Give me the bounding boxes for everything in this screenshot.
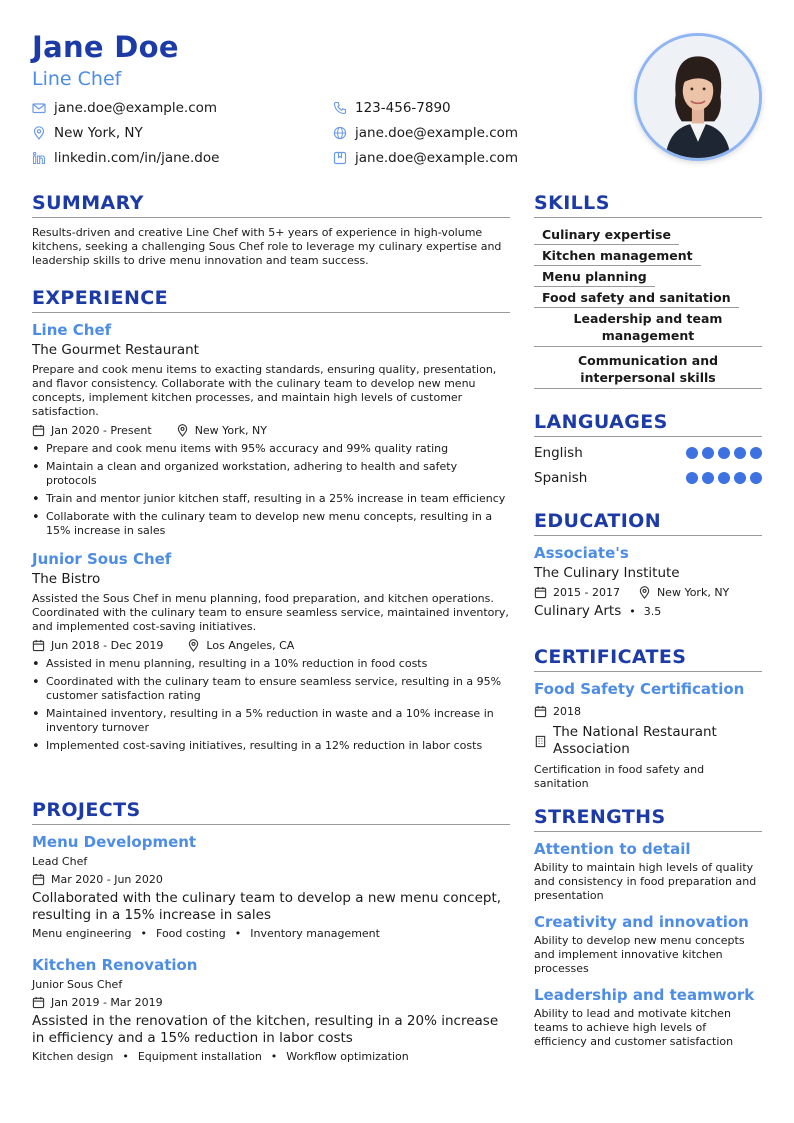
- building-icon: [534, 735, 547, 748]
- degree: Associate's: [534, 544, 629, 562]
- project-dates: Jan 2019 - Mar 2019: [51, 996, 163, 1009]
- education-field-row: Culinary Arts • 3.5: [534, 603, 662, 619]
- school-name: The Culinary Institute: [534, 565, 680, 581]
- skills-list: [534, 224, 762, 389]
- experience-heading: EXPERIENCE: [32, 287, 510, 313]
- level-dot: [686, 447, 698, 459]
- language-level-dots: [686, 447, 762, 459]
- job-location: Los Angeles, CA: [206, 639, 295, 652]
- level-dot: [686, 472, 698, 484]
- project-description: Collaborated with the culinary team to develop a new menu concept, resulting in a 15% increase in sales: [32, 890, 502, 923]
- location-pin-icon: [32, 126, 46, 140]
- certificate-issuer: The National Restaurant Association: [553, 724, 717, 757]
- strengths-heading: STRENGTHS: [534, 806, 762, 832]
- experience-item: [32, 321, 510, 538]
- project-tags: Menu engineering • Food costing • Inventory management: [32, 927, 380, 940]
- contact-website[interactable]: [333, 124, 518, 142]
- level-dot: [750, 472, 762, 484]
- level-dot: [702, 447, 714, 459]
- projects-heading: PROJECTS: [32, 799, 510, 825]
- skill-tag: Leadership and team management: [534, 308, 762, 347]
- strength-title: Creativity and innovation: [534, 913, 749, 931]
- location-pin-icon: [187, 639, 200, 652]
- strength-text: Ability to lead and motivate kitchen teams to achieve high levels of efficiency and customer satisfaction: [534, 1007, 734, 1048]
- tag: Food costing: [156, 927, 226, 940]
- strengths-section: [534, 806, 762, 1049]
- contact-linkedin[interactable]: [32, 149, 219, 167]
- contact-portfolio-text: jane.doe@example.com: [355, 150, 519, 166]
- list-item: • Assisted in menu planning, resulting in a 10% reduction in food costs: [32, 657, 510, 671]
- certificate-description: Certification in food safety and sanitation: [534, 763, 705, 790]
- skill-tag: Menu planning: [534, 267, 655, 287]
- tag: Inventory management: [250, 927, 380, 940]
- location-pin-icon: [176, 424, 189, 437]
- job-meta: [32, 423, 510, 438]
- contact-portfolio[interactable]: [333, 149, 518, 167]
- strength-title: Attention to detail: [534, 840, 691, 858]
- job-dates: Jun 2018 - Dec 2019: [51, 639, 164, 652]
- education-dates: 2015 - 2017: [553, 586, 620, 599]
- project-title: Kitchen Renovation: [32, 956, 198, 974]
- language-name: English: [534, 445, 583, 461]
- skill-tag: Culinary expertise: [534, 225, 679, 245]
- experience-item: [32, 550, 510, 753]
- language-row: [534, 467, 762, 489]
- strength-text: Ability to develop new menu concepts and implement innovative kitchen processes: [534, 934, 745, 975]
- list-item: • Maintain a clean and organized workstation, adhering to health and safety protocols: [32, 460, 510, 488]
- education-location: New York, NY: [656, 586, 730, 599]
- candidate-role: Line Chef: [32, 68, 122, 90]
- job-meta: [32, 638, 510, 653]
- skill-tag: Food safety and sanitation: [534, 288, 739, 308]
- calendar-icon: [32, 639, 45, 652]
- strength-item: [534, 986, 762, 1049]
- project-item: [32, 956, 510, 1063]
- summary-heading: SUMMARY: [32, 192, 510, 218]
- skills-heading: SKILLS: [534, 192, 762, 218]
- contact-email[interactable]: [32, 99, 217, 117]
- job-description: Prepare and cook menu items to exacting standards, ensuring quality, presentation, and flavor consistency. Collaborate with the culinary team to develop new menu concepts, implement kitchen processes, and maintain high levels of customer satisfaction.: [32, 363, 497, 418]
- languages-heading: LANGUAGES: [534, 411, 762, 437]
- certificates-heading: CERTIFICATES: [534, 646, 762, 672]
- phone-icon: [333, 101, 347, 115]
- language-name: Spanish: [534, 470, 588, 486]
- level-dot: [718, 447, 730, 459]
- strength-item: [534, 913, 762, 976]
- experience-section: [32, 287, 510, 757]
- calendar-icon: [32, 424, 45, 437]
- strength-text: Ability to maintain high levels of quality and consistency in food preparation and presentation: [534, 861, 757, 902]
- company-name: The Bistro: [32, 571, 101, 587]
- contact-phone-text: 123-456-7890: [355, 100, 451, 116]
- tag: Workflow optimization: [286, 1050, 409, 1063]
- tag: Equipment installation: [137, 1050, 262, 1063]
- project-meta: [32, 872, 510, 887]
- level-dot: [702, 472, 714, 484]
- language-row: [534, 442, 762, 464]
- job-description: Assisted the Sous Chef in menu planning, food preparation, and kitchen operations. Coordinated with the culinary team to ensure seamless service, maintained inventory, and implemented cost-saving initiatives.: [32, 592, 509, 633]
- project-item: [32, 833, 510, 940]
- project-dates: Mar 2020 - Jun 2020: [51, 873, 163, 886]
- globe-icon: [333, 126, 347, 140]
- job-location: New York, NY: [194, 424, 267, 437]
- certificate-year: 2018: [553, 705, 581, 718]
- project-description: Assisted in the renovation of the kitchen, resulting in a 20% increase in efficiency and a 15% reduction in labor costs: [32, 1013, 499, 1046]
- calendar-icon: [534, 586, 547, 599]
- languages-section: [534, 411, 762, 489]
- contact-location: [32, 124, 143, 142]
- project-role: Junior Sous Chef: [32, 978, 123, 991]
- mail-icon: [32, 101, 46, 115]
- education-gpa: 3.5: [643, 604, 662, 618]
- level-dot: [734, 472, 746, 484]
- education-field: Culinary Arts: [534, 603, 622, 619]
- portfolio-icon: [333, 151, 347, 165]
- list-item: • Maintained inventory, resulting in a 5% reduction in waste and a 10% increase in inventory turnover: [32, 707, 510, 735]
- language-level-dots: [686, 472, 762, 484]
- contact-email-text: jane.doe@example.com: [54, 100, 218, 116]
- skills-section: [534, 192, 762, 389]
- contact-linkedin-text: linkedin.com/in/jane.doe: [54, 150, 220, 166]
- location-pin-icon: [638, 586, 651, 599]
- project-meta: [32, 995, 510, 1010]
- contact-website-text: jane.doe@example.com: [355, 125, 519, 141]
- level-dot: [734, 447, 746, 459]
- job-dates: Jan 2020 - Present: [51, 424, 152, 437]
- summary-section: [32, 192, 510, 268]
- job-title: Junior Sous Chef: [32, 550, 172, 568]
- certificate-meta: [534, 704, 762, 719]
- certificate-name: Food Safety Certification: [534, 680, 745, 698]
- tag: Kitchen design: [32, 1050, 114, 1063]
- language-list: [534, 442, 762, 489]
- tag: Menu engineering: [32, 927, 132, 940]
- projects-section: [32, 799, 510, 1063]
- level-dot: [750, 447, 762, 459]
- company-name: The Gourmet Restaurant: [32, 342, 199, 358]
- list-item: • Train and mentor junior kitchen staff, resulting in a 25% increase in team efficiency: [32, 492, 510, 506]
- contact-phone[interactable]: [333, 99, 451, 117]
- education-section: [534, 510, 762, 619]
- job-bullets: [32, 442, 510, 538]
- job-bullets: [32, 657, 510, 753]
- job-title: Line Chef: [32, 321, 112, 339]
- project-role: Lead Chef: [32, 855, 88, 868]
- certificate-issuer-row: [534, 724, 762, 758]
- contact-location-text: New York, NY: [54, 125, 143, 141]
- linkedin-icon: [32, 151, 46, 165]
- avatar-illustration: [637, 36, 759, 158]
- project-title: Menu Development: [32, 833, 197, 851]
- list-item: • Collaborate with the culinary team to develop new menu concepts, resulting in a 15% increase in sales: [32, 510, 510, 538]
- education-meta: [534, 585, 762, 600]
- calendar-icon: [32, 996, 45, 1009]
- list-item: • Prepare and cook menu items with 95% accuracy and 99% quality rating: [32, 442, 510, 456]
- strength-title: Leadership and teamwork: [534, 986, 755, 1004]
- list-item: • Coordinated with the culinary team to ensure seamless service, resulting in a 95% customer satisfaction rating: [32, 675, 510, 703]
- list-item: • Implemented cost-saving initiatives, resulting in a 12% reduction in labor costs: [32, 739, 510, 753]
- certificates-section: [534, 646, 762, 791]
- project-tags: Kitchen design • Equipment installation • Workflow optimization: [32, 1050, 409, 1063]
- skill-tag: Kitchen management: [534, 246, 701, 266]
- calendar-icon: [534, 705, 547, 718]
- education-heading: EDUCATION: [534, 510, 762, 536]
- skill-tag: Communication and interpersonal skills: [534, 350, 762, 389]
- level-dot: [718, 472, 730, 484]
- calendar-icon: [32, 873, 45, 886]
- profile-photo: [634, 33, 762, 161]
- candidate-name: Jane Doe: [32, 30, 179, 64]
- strength-item: [534, 840, 762, 903]
- summary-text: Results-driven and creative Line Chef with 5+ years of experience in high-volume kitchens, seeking a challenging Sous Chef role to leverage my culinary expertise and leadership skills to drive menu innovation and team success.: [32, 226, 502, 267]
